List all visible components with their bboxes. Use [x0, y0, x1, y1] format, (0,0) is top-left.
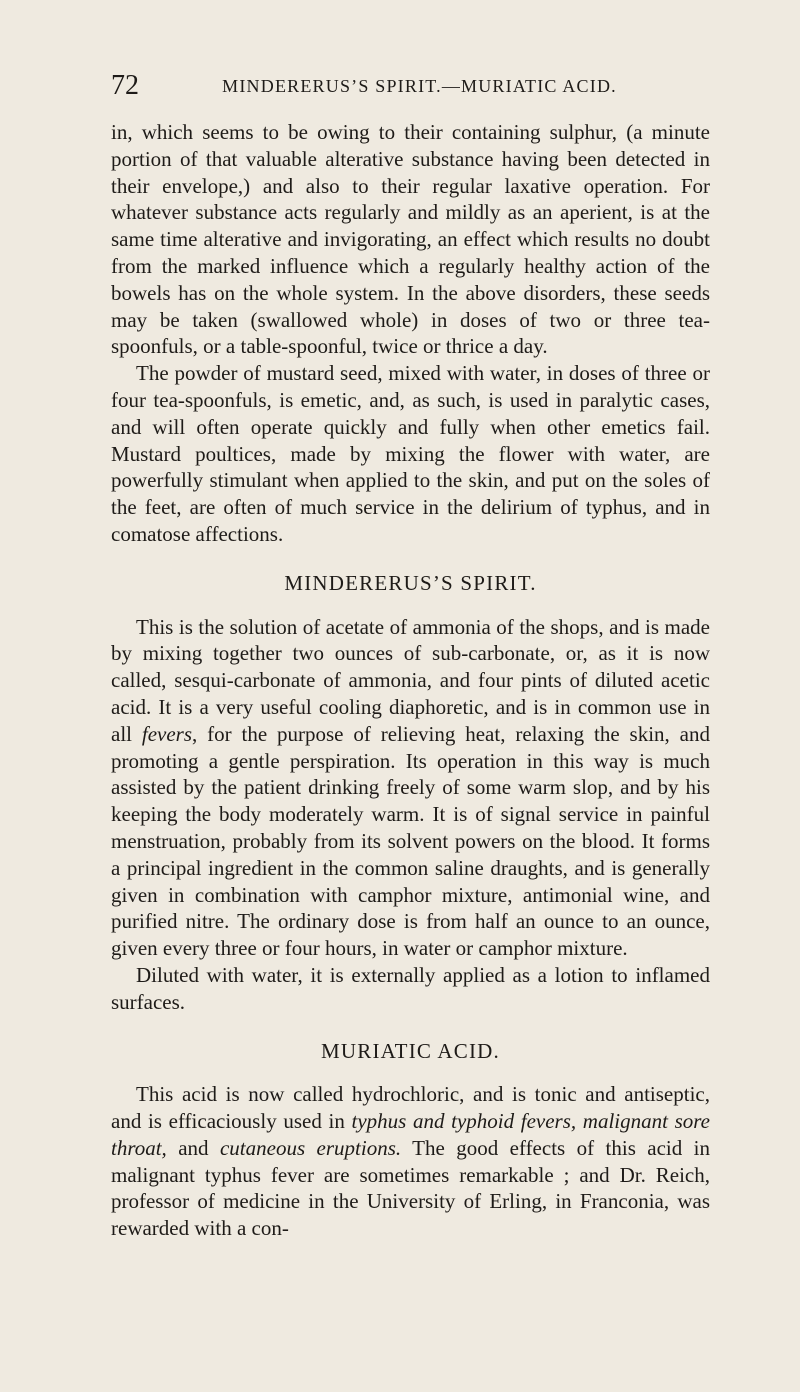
italic-term: typhus and typhoid fevers, malignant sore throat, — [111, 1109, 710, 1160]
paragraph-seeds-continued: in, which seems to be owing to their containing sulphur, (a minute portion of that valuable alterative substance having been detected in their envelope,) and also to their regular laxative operation. For whatever substance acts regularly and mildly as an aperient, is at the same time alterative and invigorating, an effect which results no doubt from the marked influence which a regularly healthy action of the bowels has on the whole system. In the above disorders, these seeds may be taken (swallowed whole) in doses of two or three tea-spoonfuls, or a table-spoonful, twice or thrice a day. — [111, 120, 710, 359]
running-head-title: MINDERERUS’S SPIRIT.—MURIATIC ACID. — [222, 76, 617, 96]
running-head — [111, 72, 710, 110]
text-span: and — [166, 1135, 220, 1160]
paragraph-muriatic-description — [111, 1081, 710, 1242]
italic-term: fevers — [141, 721, 193, 746]
paragraph-mindererus-description — [111, 614, 710, 962]
text-span: The good effects of this acid in malignant typhus fever are sometimes remarkable ; and Dr. Reich, professor of medicine in the University of Erling, in Franconia, was rewarded with a con- — [111, 1135, 711, 1241]
text-span: This acid is now called hydrochloric, and is tonic and antiseptic, and is efficaciously used in — [111, 1082, 710, 1134]
text-span: , for the purpose of relieving heat, relaxing the skin, and promoting a gentle perspiration. Its operation in this way is much assisted by the patient drinking freely of some warm slop, and by his keeping the body moderately warm. It is of signal service in painful menstruation, probably from its solvent powers on the blood. It forms a principal ingredient in the common saline draughts, and is generally given in combination with camphor mixture, antimonial wine, and purified nitre. The ordinary dose is from half an ounce to an ounce, given every three or four hours, in water or camphor mixture. — [111, 721, 710, 961]
text-span: This is the solution of acetate of ammonia of the shops, and is made by mixing together two ounces of sub-carbonate, or, as it is now called, sesqui-carbonate of ammonia, and four pints of diluted acetic acid. It is a very useful cooling diaphoretic, and is in common use in all — [111, 614, 710, 746]
section-title-muriatic: MURIATIC ACID. — [321, 1038, 500, 1063]
paragraph-mindererus-lotion: Diluted with water, it is externally applied as a lotion to inflamed surfaces. — [111, 962, 710, 1014]
body-text — [111, 119, 710, 1242]
page-number: 72 — [111, 70, 139, 101]
paragraph-mustard-powder: The powder of mustard seed, mixed with water, in doses of three or four tea-spoonfuls, is emetic, and, as such, is used in paralytic cases, and will often operate quickly and fully when other emetics fail. Mustard poultices, made by mixing the flower with water, are powerfully stimulant when applied to the skin, and put on the soles of the feet, are often of much service in the delirium of typhus, and in comatose affections. — [111, 361, 710, 546]
section-title-mindererus: MINDERERUS’S SPIRIT. — [284, 570, 537, 595]
italic-term: cutaneous eruptions. — [219, 1135, 402, 1160]
